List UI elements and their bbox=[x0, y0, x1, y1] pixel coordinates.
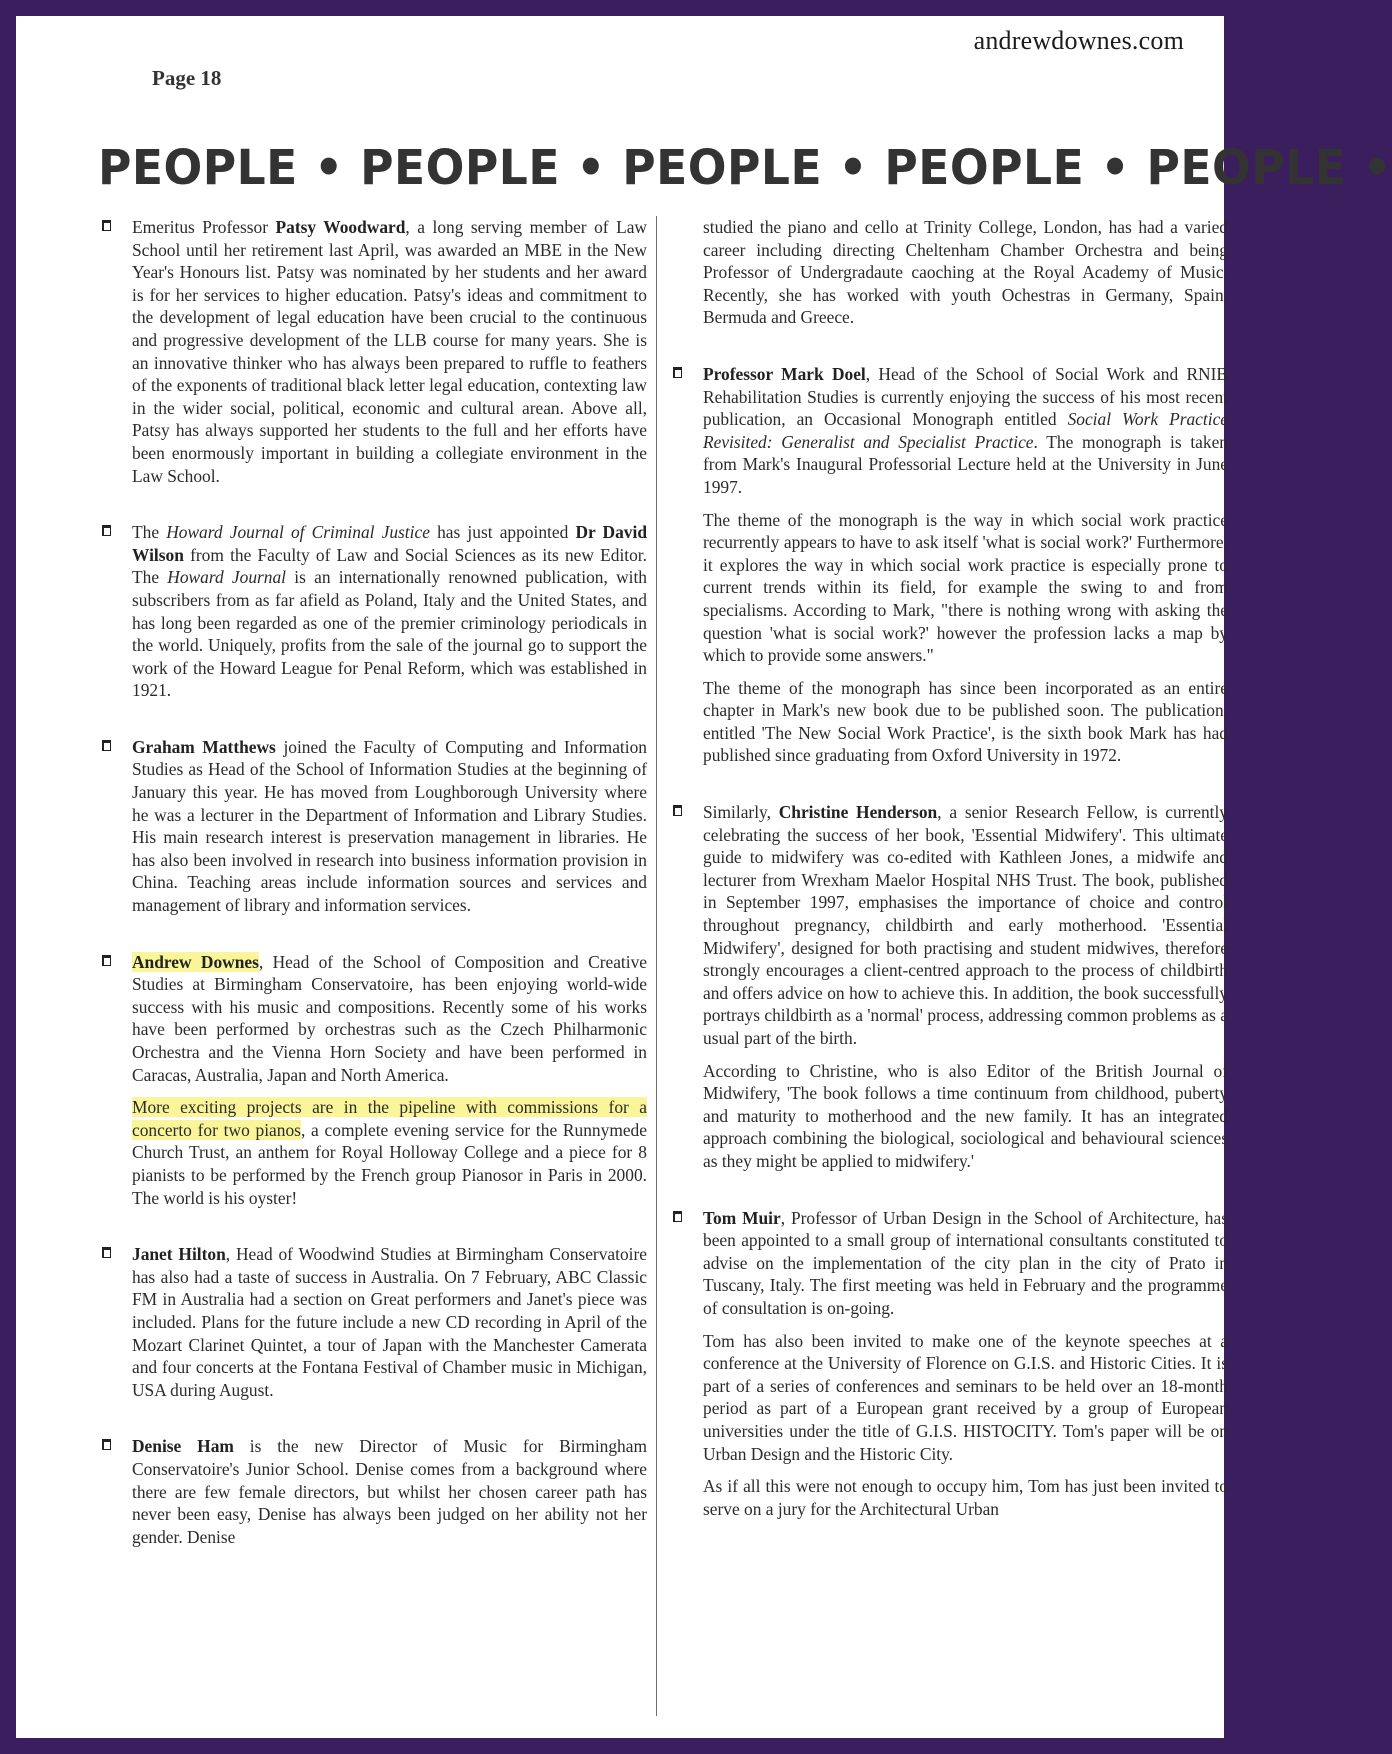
paragraph: As if all this were not enough to occupy him, Tom has just been invited to serve on a jury for the Architectural Urban bbox=[703, 1476, 1228, 1519]
paragraph: Andrew Downes, Head of the School of Composition and Creative Studies at Birmingham Conservatoire, has been enjoying world-wide success with his music and compositions. Recently some of his works have been performed by orchestras such as the Czech Philharmonic Orchestra and the Vienna Horn Society and have been performed in Caracas, Australia, Japan and North America. bbox=[132, 951, 647, 1085]
person-name: Dr David Wilson bbox=[132, 522, 648, 565]
paragraph: Professor Mark Doel, Head of the School of Social Work and RNIB Rehabilitation Studies is currently enjoying the success of his most recent publication, an Occasional Monograph entitled Social Work Practice Revisited: Generalist and Specialist Practice. The monograph is taken from Mark's Inaugural Professorial Lecture held at the University in June 1997. bbox=[703, 363, 1229, 497]
paragraph: The Howard Journal of Criminal Justice has just appointed Dr David Wilson from the Faculty of Law and Social Sciences as its new Editor. The Howard Journal is an internationally renowned publication, with subscribers from as far afield as Poland, Italy and the United States, and has long been regarded as one of the premier criminology periodicals in the world. Uniquely, profits from the sale of the journal go to support the work of the Howard League for Penal Reform, which was established in 1921. bbox=[132, 522, 648, 701]
paragraph: studied the piano and cello at Trinity College, London, has had a varied career including directing Cheltenham Chamber Orchestra and being Professor of Undergradaute caoching at the Royal Academy of Music. Recently, she has worked with youth Ochestras in Germany, Spain, Bermuda and Greece. bbox=[703, 217, 1228, 328]
news-item-hilton bbox=[102, 1243, 647, 1401]
paragraph: Denise Ham is the new Director of Music for Birmingham Conservatoire's Junior School. Denise comes from a background where there are few female directors, but whilst her chosen career path has never been easy, Denise has always been judged on her ability not her gender. Denise bbox=[132, 1436, 647, 1547]
paragraph: Janet Hilton, Head of Woodwind Studies at Birmingham Conservatoire has also had a taste of success in Australia. On 7 February, ABC Classic FM in Australia had a section on Great performers and Janet's piece was included. Plans for the future include a new CD recording in April of the Mozart Clarinet Quintet, a tour of Japan with the Manchester Camerata and four concerts at the Fontana Festival of Chamber music in Michigan, USA during August. bbox=[132, 1244, 647, 1400]
news-item-ham-continued bbox=[673, 216, 1228, 329]
page-number: Page 18 bbox=[152, 66, 222, 90]
news-item-ham bbox=[102, 1435, 647, 1548]
paragraph: More exciting projects are in the pipeline with commissions for a concerto for two pianos, a complete evening service for the Runnymede Church Trust, an anthem for Royal Holloway College and a piece for 8 pianists to be performed by the French group Pianosor in Paris in 2000. The world is his oyster! bbox=[132, 1097, 647, 1208]
news-item-downes bbox=[102, 951, 647, 1210]
person-name: Tom Muir bbox=[703, 1207, 781, 1228]
person-name: Denise Ham bbox=[132, 1436, 234, 1457]
news-item-wilson bbox=[102, 521, 647, 702]
section-banner: PEOPLE • PEOPLE • PEOPLE • PEOPLE • PEOPLE • bbox=[98, 140, 1392, 196]
paragraph: Similarly, Christine Henderson, a senior Research Fellow, is currently celebrating the success of her book, 'Essential Midwifery'. This ultimate guide to midwifery was co-edited with Kathleen Jones, a midwife and lecturer from Wrexham Maelor Hospital NHS Trust. The book, published in September 1997, emphasises the importance of choice and control throughout pregnancy, childbirth and early motherhood. 'Essential Midwifery', designed for both practising and student midwives, therefore strongly encourages a client-centred approach to the process of childbirth and offers advice on how to achieve this. In addition, the book successfully portrays childbirth as a 'normal' process, addressing common problems as a usual part of the birth. bbox=[703, 802, 1229, 1048]
checkbox-bullet-icon bbox=[102, 1247, 111, 1258]
news-item-woodward bbox=[102, 216, 647, 487]
person-name: Professor Mark Doel bbox=[703, 363, 866, 384]
checkbox-bullet-icon bbox=[102, 1439, 111, 1450]
journal-title-short: Howard Journal bbox=[167, 567, 287, 588]
person-name: Janet Hilton bbox=[132, 1244, 226, 1265]
checkbox-bullet-icon bbox=[102, 525, 111, 536]
paragraph: According to Christine, who is also Editor of the British Journal of Midwifery, 'The book follows a time continuum from childhood, puberty and maturity to motherhood and the new family. It has an integrated approach combining the biological, sociological and behavioural sciences as they might be applied to midwifery.' bbox=[703, 1060, 1228, 1171]
news-item-doel bbox=[673, 363, 1228, 767]
checkbox-bullet-icon bbox=[673, 1211, 682, 1222]
paragraph: Tom has also been invited to make one of the keynote speeches at a conference at the University of Florence on G.I.S. and Historic Cities. It is part of a series of conferences and seminars to be held over an 18-month period as part of a European grant received by a group of European universities under the title of G.I.S. HISTOCITY. Tom's paper will be on Urban Design and the Historic City. bbox=[703, 1330, 1228, 1464]
journal-title: Howard Journal of Criminal Justice bbox=[166, 522, 430, 543]
news-item-muir bbox=[673, 1207, 1228, 1521]
right-column bbox=[656, 216, 1228, 1716]
paragraph: Graham Matthews joined the Faculty of Computing and Information Studies as Head of the School of Information Studies at the beginning of January this year. He has moved from Loughborough University where he was a lecturer in the Department of Information and Library Studies. His main research interest is preservation management in libraries. He has also been involved in research into business information provision in China. Teaching areas include information sources and services and management of library and information services. bbox=[132, 736, 647, 916]
newsletter-page bbox=[16, 16, 1392, 1738]
paragraph: The theme of the monograph is the way in which social work practice recurrently appears to have to ask itself 'what is social work?' Furthermore, it explores the way in which social work practice is especially prone to current trends within its field, for example the swing to and from specialisms. According to Mark, "there is nothing wrong with asking the question 'what is social work?' however the profession lacks a map by which to provide some answers." bbox=[703, 509, 1228, 666]
news-item-matthews bbox=[102, 736, 647, 917]
person-name: Patsy Woodward bbox=[275, 217, 406, 237]
checkbox-bullet-icon bbox=[673, 805, 682, 816]
paragraph: The theme of the monograph has since been incorporated as an entire chapter in Mark's new book due to be published soon. The publication, entitled 'The New Social Work Practice', is the sixth book Mark has had published since graduating from Oxford University in 1972. bbox=[703, 677, 1228, 766]
left-column bbox=[102, 216, 647, 1582]
site-url: andrewdownes.com bbox=[973, 26, 1184, 55]
monograph-title: Social Work Practice Revisited: Generalist and Specialist Practice bbox=[703, 409, 1229, 452]
person-name-highlighted: Andrew Downes bbox=[132, 951, 259, 972]
checkbox-bullet-icon bbox=[102, 740, 111, 751]
checkbox-bullet-icon bbox=[673, 367, 682, 378]
person-name: Graham Matthews bbox=[132, 736, 276, 757]
checkbox-bullet-icon bbox=[102, 220, 111, 231]
paragraph: Tom Muir, Professor of Urban Design in the School of Architecture, has been appointed to a small group of international consultants constituted to advise on the implementation of the city plan in the city of Prato in Tuscany, Italy. The first meeting was held in February and the programme of consultation is on-going. bbox=[703, 1207, 1228, 1318]
paragraph: Emeritus Professor Patsy Woodward, a long serving member of Law School until her retirement last April, was awarded an MBE in the New Year's Honours list. Patsy was nominated by her students and her award is for her services to higher education. Patsy's ideas and commitment to the development of legal education have been crucial to the continuous and progressive development of the LLB course for many years. She is an innovative thinker who has always been prepared to ruffle to feathers of the exponents of traditional black letter legal education, contexting law in the wider social, political, economic and cultural arean. Above all, Patsy has always supported her students to the full and her efforts have been enormously important in building a collegiate environment in the Law School. bbox=[132, 217, 647, 486]
highlighted-text: More exciting projects are in the pipeline with commissions for a concerto for two pianos bbox=[132, 1097, 647, 1140]
news-item-henderson bbox=[673, 801, 1228, 1173]
checkbox-bullet-icon bbox=[102, 955, 111, 966]
person-name: Christine Henderson bbox=[778, 802, 938, 823]
